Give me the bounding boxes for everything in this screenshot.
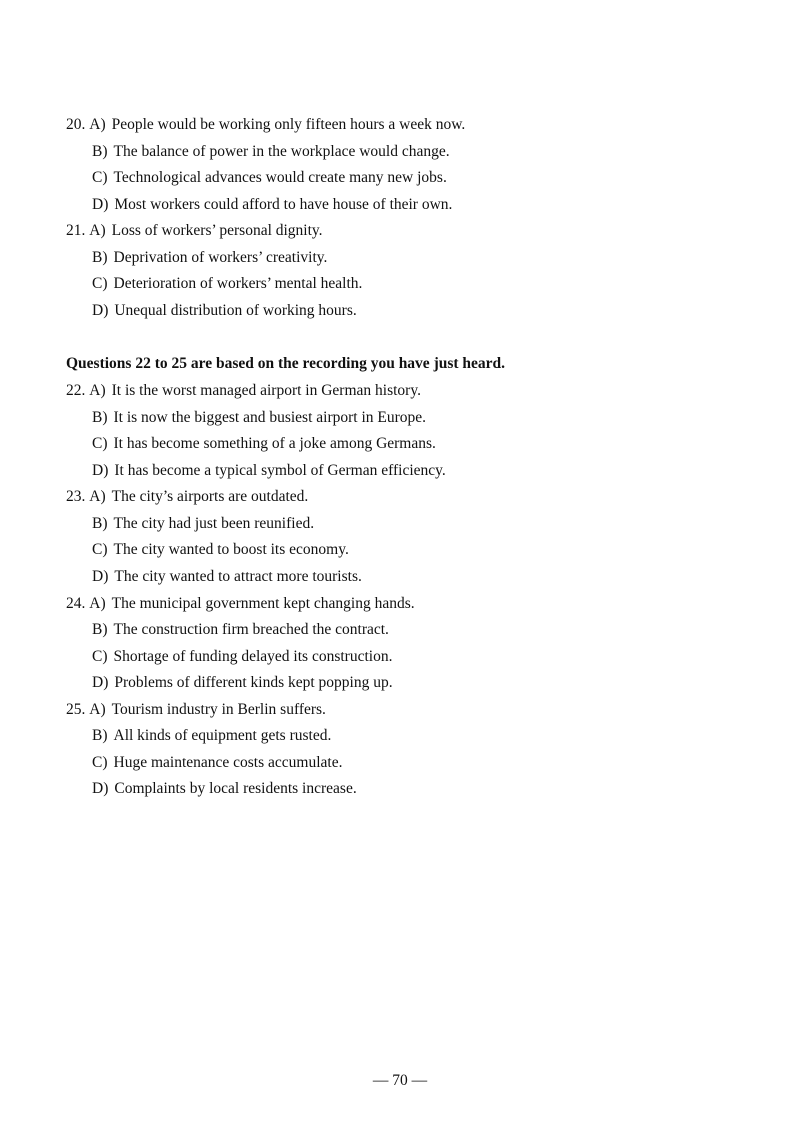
option-letter: B) [92, 621, 108, 638]
question-20-option-c [92, 168, 447, 188]
option-letter: D) [92, 674, 109, 691]
question-24-option-c [92, 647, 392, 667]
question-25-option-a [66, 700, 326, 720]
question-25-option-d [92, 779, 357, 799]
option-letter: B) [92, 727, 108, 744]
option-text: The construction firm breached the contract. [113, 621, 389, 638]
option-letter: D) [92, 302, 109, 319]
question-20-option-d [92, 195, 452, 215]
option-text: Tourism industry in Berlin suffers. [111, 701, 326, 718]
option-text: The balance of power in the workplace would change. [113, 143, 450, 160]
option-text: People would be working only fifteen hours a week now. [111, 116, 466, 133]
question-21-option-c [92, 274, 362, 294]
question-20-option-b [92, 142, 450, 162]
option-letter: D) [92, 196, 109, 213]
option-text: Unequal distribution of working hours. [114, 302, 357, 319]
option-letter: C) [92, 754, 108, 771]
option-text: The city’s airports are outdated. [111, 488, 309, 505]
option-letter: B) [92, 515, 108, 532]
option-letter: A) [89, 222, 106, 239]
option-letter: A) [89, 488, 106, 505]
option-text: It is the worst managed airport in German history. [111, 382, 421, 399]
option-text: Problems of different kinds kept popping up. [114, 674, 393, 691]
option-text: Loss of workers’ personal dignity. [111, 222, 323, 239]
option-text: Complaints by local residents increase. [114, 780, 357, 797]
option-text: The municipal government kept changing hands. [111, 595, 415, 612]
option-text: Technological advances would create many new jobs. [113, 169, 447, 186]
option-text: Most workers could afford to have house of their own. [114, 196, 453, 213]
option-text: The city had just been reunified. [113, 515, 315, 532]
option-text: It has become a typical symbol of German efficiency. [114, 462, 446, 479]
question-number: 23. [66, 488, 86, 505]
question-21-option-d [92, 301, 357, 321]
question-23-option-a [66, 487, 308, 507]
option-letter: C) [92, 541, 108, 558]
question-number: 21. [66, 222, 86, 239]
option-text: Deprivation of workers’ creativity. [113, 249, 328, 266]
question-24-option-d [92, 673, 393, 693]
question-20-option-a [66, 115, 465, 135]
option-text: It has become something of a joke among Germans. [113, 435, 436, 452]
question-24-option-b [92, 620, 389, 640]
question-number: 25. [66, 701, 86, 718]
question-23-option-d [92, 567, 362, 587]
option-letter: B) [92, 249, 108, 266]
option-letter: C) [92, 169, 108, 186]
option-letter: D) [92, 462, 109, 479]
section-heading: Questions 22 to 25 are based on the recording you have just heard. [66, 355, 506, 372]
question-22-option-a [66, 381, 421, 401]
option-text: The city wanted to boost its economy. [113, 541, 349, 558]
page-number: — 70 — [372, 1072, 428, 1089]
question-21-option-a [66, 221, 323, 241]
question-25-option-b [92, 726, 331, 746]
option-letter: C) [92, 275, 108, 292]
option-text: It is now the biggest and busiest airport in Europe. [113, 409, 427, 426]
option-letter: A) [89, 701, 106, 718]
option-text: The city wanted to attract more tourists. [114, 568, 362, 585]
question-22-option-b [92, 408, 426, 428]
option-text: All kinds of equipment gets rusted. [113, 727, 332, 744]
option-text: Huge maintenance costs accumulate. [113, 754, 343, 771]
option-letter: D) [92, 568, 109, 585]
question-number: 20. [66, 116, 86, 133]
option-letter: A) [89, 382, 106, 399]
option-letter: A) [89, 116, 106, 133]
question-number: 24. [66, 595, 86, 612]
option-letter: D) [92, 780, 109, 797]
question-23-option-c [92, 540, 349, 560]
question-24-option-a [66, 594, 415, 614]
option-letter: B) [92, 409, 108, 426]
question-23-option-b [92, 514, 314, 534]
option-text: Deterioration of workers’ mental health. [113, 275, 363, 292]
option-letter: B) [92, 143, 108, 160]
question-number: 22. [66, 382, 86, 399]
option-letter: C) [92, 648, 108, 665]
question-22-option-c [92, 434, 436, 454]
question-22-option-d [92, 461, 446, 481]
option-letter: A) [89, 595, 106, 612]
option-text: Shortage of funding delayed its construction. [113, 648, 393, 665]
question-21-option-b [92, 248, 327, 268]
question-25-option-c [92, 753, 342, 773]
option-letter: C) [92, 435, 108, 452]
